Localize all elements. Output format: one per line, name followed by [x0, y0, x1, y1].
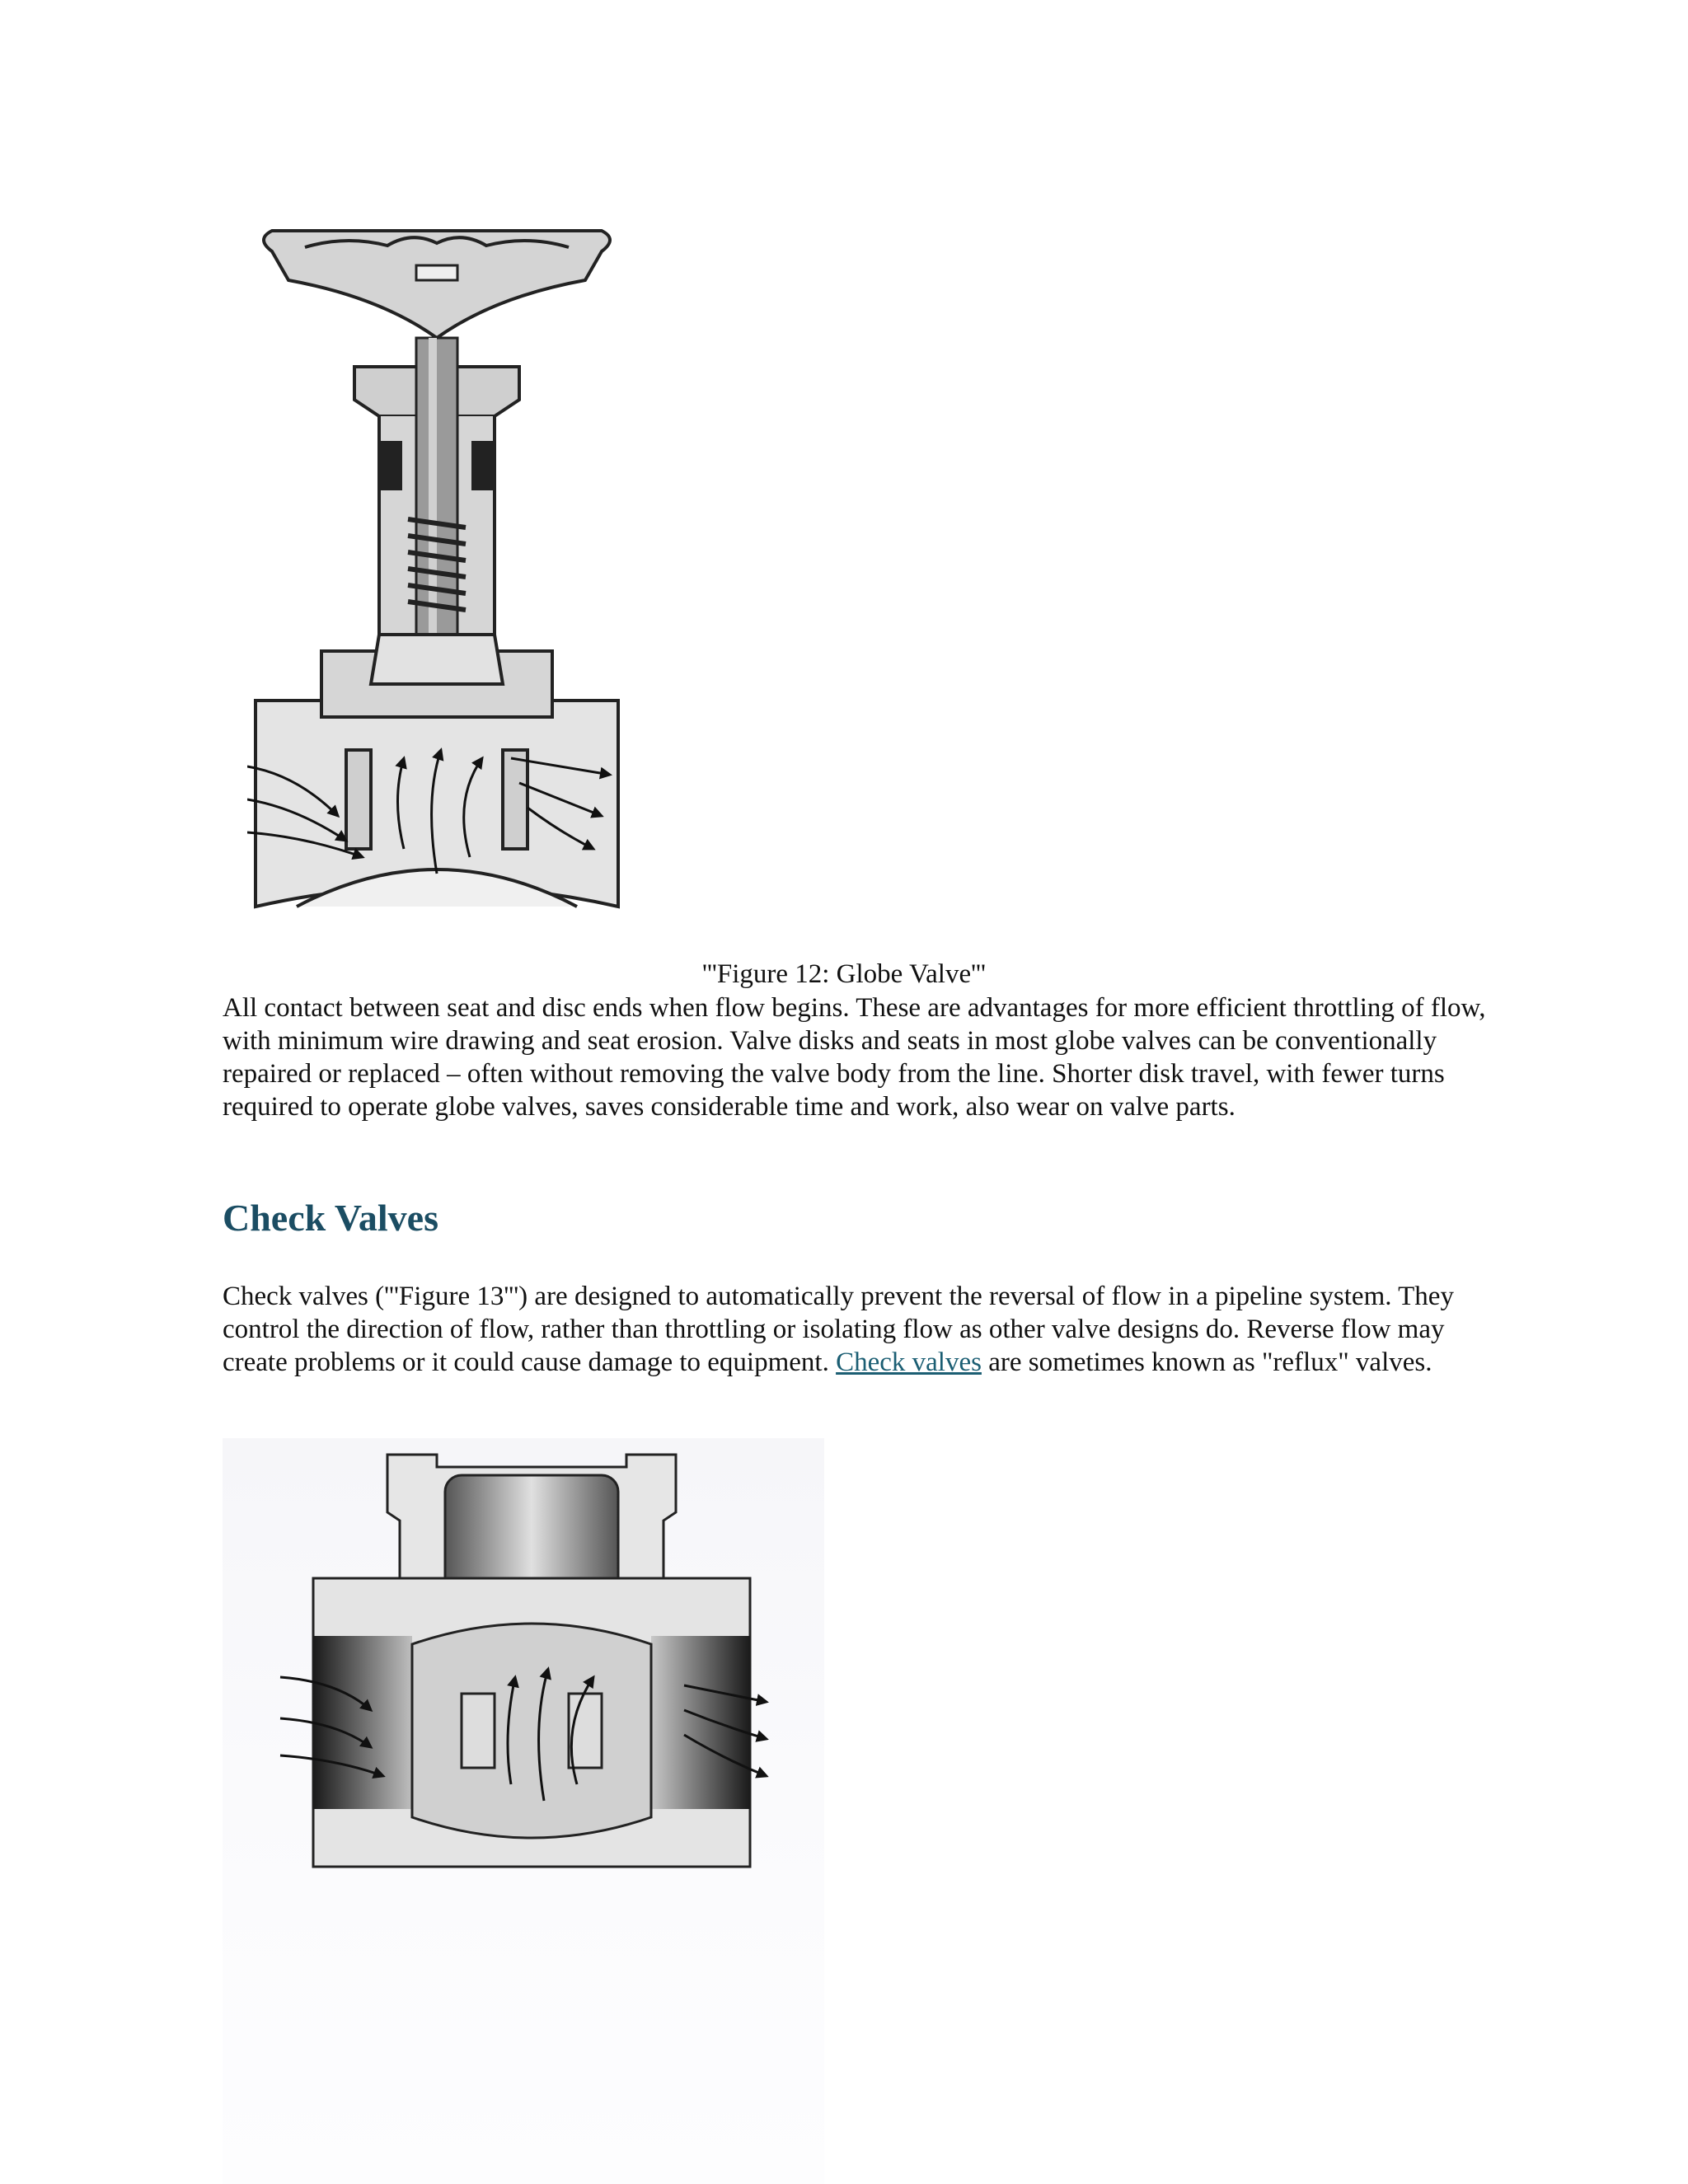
globe-valve-cutaway-icon	[247, 223, 626, 923]
globe-valve-figure	[247, 223, 626, 923]
figure-12-caption: '''Figure 12: Globe Valve'''	[702, 959, 986, 989]
body-paragraph-globe-valves: All contact between seat and disc ends when flow begins. These are advantages for more efficient throttling of flow, with minimum wire drawing and seat erosion. Valve disks and seats in most globe valves can be conventionally repaired or replaced – often without removing the valve body from the line. Shorter disk travel, with fewer turns required to operate globe valves, saves considerable time and work, also wear on valve parts.	[223, 993, 1486, 1122]
check-valve-cutaway-icon	[223, 1438, 824, 1900]
check-valves-text-after-link: are sometimes known as "reflux" valves.	[981, 1347, 1432, 1377]
body-paragraph-check-valves	[223, 1280, 1508, 1379]
check-valves-text-before-link: Check valves ('''Figure 13''') are designed to automatically prevent the reversal of flow in a pipeline system. They control the direction of flow, rather than throttling or isolating flow as other valve designs do. Reverse flow may create problems or it could cause damage to equipment.	[223, 1282, 1454, 1377]
check-valve-figure	[223, 1438, 824, 1900]
check-valves-link[interactable]: Check valves	[836, 1347, 982, 1377]
section-heading-check-valves: Check Valves	[223, 1197, 438, 1239]
